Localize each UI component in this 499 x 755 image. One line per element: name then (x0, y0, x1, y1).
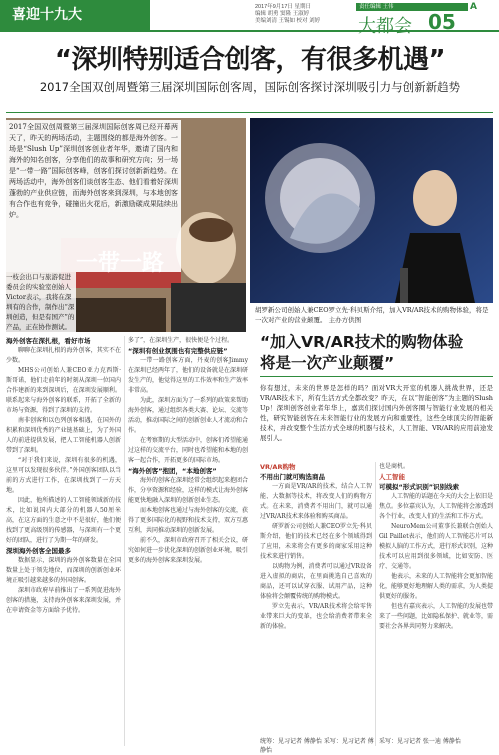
column-divider (124, 336, 125, 746)
article-column-1 (6, 336, 121, 746)
headline-rule (6, 112, 493, 113)
column2-subhead: “海外创客”抱团，“本地创客” (128, 467, 217, 475)
byline-right: 采写：见习记者 张一迪 傅静怡 (379, 738, 461, 745)
edition-letter: A (470, 2, 477, 12)
column2-subhead: “深圳有创业氛围也有完整供应链” (128, 347, 228, 355)
article-column-2 (128, 336, 248, 746)
lead-paragraph: 2017全国双创周暨第三届深圳国际创客周已经开幕两天了，昨天的两场活动，主题围绕的都是海外创客。一场是“Slush Up”深圳创客创业者年华，邀请了国内和海外的知名创客，分享他们的故事和研究方向；另一场是“一带一路”国际创客峰，创客们探讨创新新趋势。在两场活动中，海外创客们谈创客生态、他们看着好深圳蓬勃的产业供应链，而海外创客来到深圳，与本地创客有合作也有竞争，碰撞出火花后，新激励碳成果陆续出炉。 (6, 120, 181, 272)
column1-paragraph: 深圳市政府早前推出了一系列促进海外创客的措施，支持海外创客来深圳发展，并在申请资金等方面给予优待。 (6, 587, 121, 614)
column4-subhead: 人工智能 (379, 473, 405, 481)
column3-paragraph: 以购物为例，消费者可以通过VR设备进入虚拟的商店，在里面挑选自己喜欢的商品，还可以试穿衣服、试用产品，这种体验将会颠覆传统的购物模式。 (260, 563, 372, 600)
column3-subhead-secondary: 不用出门就可购选商品 (260, 473, 325, 481)
column4-paragraph: 他表示，未来的人工智能将会更加智能化，能够更好地理解人类的需求，为人类提供更好的服务。 (379, 573, 494, 600)
column4-paragraph: 但也有嘉宾表示，人工智能的发展也带来了一些问题，比如隐私保护、就业等，需要社会各界共同努力来解决。 (379, 603, 494, 630)
column3-paragraph: 研罗新公司创始人兼CEO罗立先·科贝斯介绍，他们的技术已经在多个领域得到了应用，未来将会有更多的商家采用这种技术来进行销售。 (260, 523, 372, 560)
column1-paragraph: 因此，他所描述的人工智能领域新的技术，比如说国内大部分的机器人50厘米高，在这方面的生意之中不是很好，他们便找到了更高级别的传感器，与深圳有一个更好的团队，进行了为期一年的研发。 (6, 497, 121, 544)
column3-paragraph: 一方面是VR/AR的技术，结合人工智能、大数据等技术，将改变人们的购物方式。在未来，消费者不用出门，就可以通过VR/AR技术来体验和购买商品。 (260, 483, 372, 520)
column2-paragraph: 一带一路创客方面，丹麦的创客Jimmy在深圳已经两年了，他们的设备就是在深圳研发生产的，他觉得这里的工作效率和生产效率非常高。 (128, 357, 249, 394)
photo-caption-left: 一枝会出口与旅游促进委员会的实验室创始人Victor表示，我将在深圳有的合作，制作出“深圳创造，但是有国产”的产品，正在协作测试。 (6, 273, 75, 331)
article-column-3 (260, 462, 372, 746)
story-headline (260, 332, 493, 374)
column4-subhead-secondary: 可模拟“形式识别”识别线索 (379, 483, 460, 491)
pub-date: 2017年9月17日 星期日 (255, 4, 311, 10)
column3-subhead: VR/AR购物 (260, 463, 296, 471)
story-headline-line2: 将是一次产业颠覆” (260, 354, 395, 372)
column2-paragraph: 前不久，深圳市政府召开了相关会议，研究如何进一步优化深圳的创新创业环境，吸引更多的海外创客来深圳发展。 (128, 537, 249, 564)
column2-paragraph: 在考察期的大型活动中，创客们希望能通过这样的交流平台，同时也希望能和本地的创客一起合作，开拓更多的国际市场。 (128, 437, 249, 464)
column-divider (375, 462, 376, 746)
story-headline-line1: “加入VR/AR技术的购物体验 (260, 333, 464, 351)
column1-paragraph: 数据显示，深圳的海外创客数量在全国数量上处于领先地位，而深圳的创新创业环境正吸引越来越多的外国创客。 (6, 557, 121, 584)
column1-paragraph: “对于我们来说，深圳有很多的机遇，这里可以发现很多伙伴。”外国创客团队以当前的方式进行工作，在深圳找到了一方天地。 (6, 457, 121, 494)
editor-tag: 责任编辑 王伟 (356, 3, 468, 11)
speaker-photo-illustration (250, 118, 493, 303)
column2-paragraph: 为此，深圳方面为了一系列的政策来帮助海外创客，通过组织各类大赛、论坛、交流等活动，推动国际之间的创新创业人才流动和合作。 (128, 397, 249, 434)
article-column-4 (379, 462, 493, 736)
column1-subhead: 深圳海外创客全国最多 (6, 547, 71, 555)
publication-info (255, 4, 340, 25)
column4-paragraph: 人工智能的话题在今天的大会上依旧是焦点。多位嘉宾认为，人工智能将会渗透到各个行业，改变人们的生活和工作方式。 (379, 493, 494, 520)
column1-paragraph: MHS公司创始人兼CEO亚力克西斯·斯哥诺，他们走前年的时刻从深圳一位国内合作建新的来到深圳后，在深圳发展顺利。联系起来与海外创客的联系，开拓了全新的市场与资源，得到了深圳的支持。 (6, 367, 121, 414)
page-number: 05 (428, 10, 456, 34)
section-banner: 喜迎十九大 (0, 0, 150, 30)
photo-caption-right: 胡罗新公司创始人兼CEO罗立先·科贝斯介绍，加入VR/AR技术的购物体验，将是一次对产业的营业颠覆。 主办方供图 (255, 306, 489, 324)
pub-staff: 美编刘清 王锡如 校对 刘婷 (255, 18, 321, 24)
column3-paragraph: 罗立先表示，VR/AR技术将会给零售业带来巨大的变革，也会给消费者带来全新的体验。 (260, 603, 372, 630)
section-title: 大都会 (358, 16, 412, 37)
main-headline: “深圳特别适合创客，有很多机遇” (54, 45, 446, 75)
pub-editors: 编辑 胡勇 窦隆 王淑婷 (255, 11, 310, 17)
story-headline-rule (260, 376, 493, 377)
column1-paragraph: 聊聊在深圳扎根的海外创客，其实不在少数。 (6, 347, 121, 364)
column2-paragraph: 而本地创客也通过与海外创客的交流，获得了更多国际化的视野和技术支持，双方互惠互利，共同推动深圳的创新发展。 (128, 507, 249, 534)
header-rule (0, 30, 499, 32)
column2-paragraph: 多了”，在深圳生产，很快便是个过程。 (128, 337, 234, 344)
column1-paragraph: 南非创客和以色列创客相遇，在国外的积累和深圳优秀的产业链基础上，为了外国人的前进提供发展，把人工智能机器人创新带到了深圳。 (6, 417, 121, 454)
column4-paragraph: NeuroMem公司董事长兼联合创始人Gil Paillet表示，他们的人工智能芯片可以模拟人脑的工作方式，进行形式识别，这种技术可以应用到很多领域，比如安防、医疗、交通等。 (379, 523, 494, 570)
story-intro: 你有想过，未来的世界是怎样的吗？面对VR大开室的机器人挑战世界，还是VR/AR技术下，所有生活方式全都改变？昨天，在以“智能创客”为主题的Slush Up！深圳创客创业者年华上，嘉宾们探讨国内外创客圈与智能行业发展的相关性，研究智能创客在未来智能行业的发展方向和重要性，这些全球顶尖的智能新技术，并改变整个生活方式全球的机器与技术，人工智能、VR/AR的应用前途发展引人。 (260, 384, 493, 442)
byline-left: 统筹：见习记者 傅静怡 采写：见习记者 傅静怡 (260, 738, 374, 754)
column2-paragraph: 海外的创客在深圳经常会组织起来抱团合作，分享资源和经验，这样的模式让海外创客能更快地融入深圳的创新创业生态。 (128, 477, 249, 504)
column1-subhead: 海外创客在深扎根，看好市场 (6, 337, 91, 345)
column4-paragraph: 也是商机。 (379, 463, 410, 470)
sub-headline: 2017全国双创周暨第三届深圳国际创客周，国际创客探讨深圳吸引力与创新新趋势 (39, 80, 461, 94)
event-photo-right (250, 118, 493, 303)
